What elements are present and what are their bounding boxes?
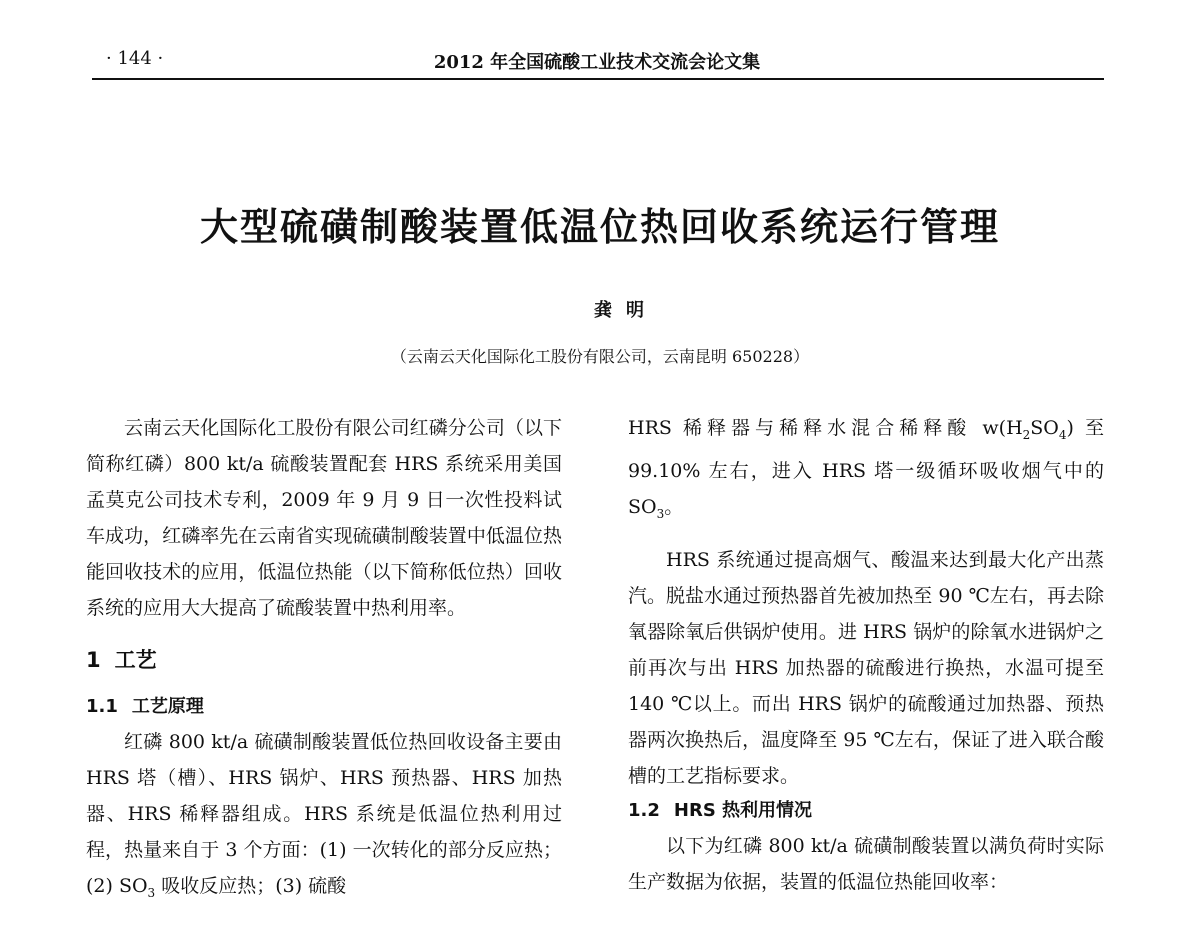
paragraph-text: ) 至 99.10% 左右，进入 HRS 塔一级循环吸收烟气中的 SO [628,417,1104,518]
author: 龚明 [594,300,658,321]
affiliation: （云南云天化国际化工股份有限公司，云南昆明 650228） [390,347,810,366]
section-number: 1.1 [86,696,118,717]
header-divider [92,78,1104,80]
continued-paragraph [628,410,1104,532]
section-number: 1 [86,648,101,672]
subscript: 4 [1058,427,1067,442]
page-number: · 144 · [106,48,164,69]
section-number: 1.2 [628,799,660,821]
article-title: 大型硫磺制酸装置低温位热回收系统运行管理 [199,205,1000,249]
subscript: 3 [656,506,665,521]
hrs-system-paragraph: HRS 系统通过提高烟气、酸温来达到最大化产出蒸汽。脱盐水通过预热器首先被加热至 90 ℃左右，再去除氧器除氧后供锅炉使用。进 HRS 锅炉的除氧水进锅炉之前再次与出 HRS 加热器的硫酸进行换热，水温可提至 140 ℃以上。而出 HRS 锅炉的硫酸通过加热器、预热器两次换热后，温度降至 95 ℃左右，保证了进入联合酸槽的工艺指标要求。 [628,548,1104,787]
section-1-1-heading [86,690,562,724]
section-title: HRS 热利用情况 [673,799,813,821]
paragraph-text: SO [1030,417,1059,439]
section-title: 工艺原理 [131,696,204,717]
paragraph-text: 吸收反应热；(3) 硫酸 [155,875,347,897]
right-column [628,410,1104,900]
section-1-heading [86,642,562,678]
subscript: 3 [147,885,156,900]
journal-title: 2012 年全国硫酸工业技术交流会论文集 [433,52,761,73]
left-column [86,410,562,911]
paragraph-text: 。 [664,495,684,518]
section-title: 工艺 [114,648,157,672]
intro-paragraph: 云南云天化国际化工股份有限公司红磷分公司（以下简称红磷）800 kt/a 硫酸装置配套 HRS 系统采用美国孟莫克公司技术专利，2009 年 9 月 9 日一次性投料试车成功，红磷率先在云南省实现硫磺制酸装置中低温位热能回收技术的应用，低温位热能（以下简称低位热）回收系统的应用大大提高了硫酸装置中热利用率。 [86,417,562,619]
paragraph-text: HRS 稀释器与稀释水混合稀释酸 w(H [628,417,1023,439]
process-principle-paragraph [86,724,562,911]
heat-utilization-paragraph: 以下为红磷 800 kt/a 硫磺制酸装置以满负荷时实际生产数据为依据，装置的低温位热能回收率： [628,834,1104,893]
subscript: 2 [1022,427,1031,442]
page-header [92,38,1102,78]
paragraph-text: 红磷 800 kt/a 硫磺制酸装置低位热回收设备主要由 HRS 塔（槽）、HRS 锅炉、HRS 预热器、HRS 加热器、HRS 稀释器组成。HRS 系统是低温位热利用过程，热量来自于 3 个方面：(1) 一次转化的部分反应热；(2) SO [86,731,562,897]
section-1-2-heading [628,794,1104,828]
